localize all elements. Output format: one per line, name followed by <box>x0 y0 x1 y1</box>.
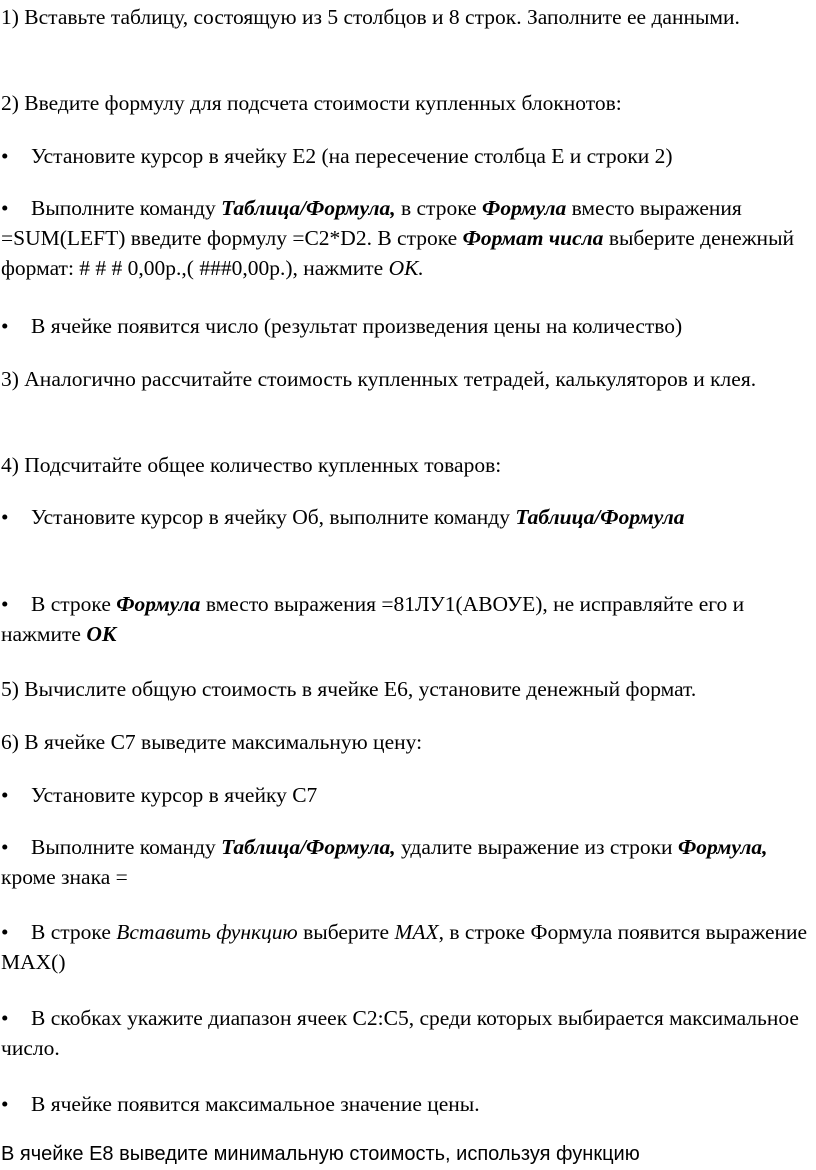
bullet-text: В скобках укажите диапазон ячеек С2:С5, среди которых выбирается максимальное число. <box>1 1006 799 1060</box>
bullet-text: удалите выражение из строки <box>395 835 678 859</box>
bullet-text: выберите денежный формат: # # # 0,00р.,( ###0,00р.), нажмите <box>1 226 795 280</box>
field-name: Формула <box>116 592 201 616</box>
bullet-icon: • <box>1 1006 9 1030</box>
bullet-text: , в строке Формула появится выражение MAX() <box>1 920 808 974</box>
bullet-text: В строке <box>31 592 117 616</box>
bullet-text: Выполните команду <box>31 196 222 220</box>
step-min-text: В ячейке Е8 выведите минимальную стоимость, используя функцию <box>1 1143 640 1165</box>
bullet-insert-function <box>1 917 813 977</box>
button-name: ОК. <box>388 256 424 280</box>
field-name: Вставить функцию <box>116 920 298 944</box>
bullet-set-cursor-e2 <box>1 141 813 171</box>
bullet-text: кроме знака = <box>1 865 128 889</box>
bullet-set-cursor-total <box>1 502 813 532</box>
field-name: Формат числа <box>462 226 604 250</box>
step-4-text: 4) Подсчитайте общее количество купленных товаров: <box>1 453 502 477</box>
bullet-text: в строке <box>395 196 483 220</box>
step-1-paragraph <box>1 2 813 32</box>
bullet-text: В строке <box>31 920 117 944</box>
step-6-paragraph <box>1 727 813 757</box>
step-4-paragraph <box>1 450 813 480</box>
step-5-text: 5) Вычислите общую стоимость в ячейке Е6, установите денежный формат. <box>1 677 697 701</box>
bullet-range <box>1 1003 813 1063</box>
step-5-paragraph <box>1 674 813 704</box>
bullet-icon: • <box>1 314 9 338</box>
bullet-text: вместо выражения =SUM(LEFT) введите формулу =C2*D2. В строке <box>1 196 742 250</box>
bullet-sum-above <box>1 589 813 649</box>
bullet-text: вместо выражения =81ЛУ1(АВОУЕ), не исправляйте его и нажмите <box>1 592 745 646</box>
command-name: Таблица/Формула, <box>221 196 396 220</box>
step-2-text: 2) Введите формулу для подсчета стоимости купленных блокнотов: <box>1 91 622 115</box>
bullet-text: выберите <box>297 920 395 944</box>
bullet-text: Установите курсор в ячейку Е2 (на пересечение столбца Е и строки 2) <box>31 144 673 168</box>
bullet-icon: • <box>1 592 9 616</box>
bullet-max-value <box>1 1089 813 1119</box>
bullet-icon: • <box>1 505 9 529</box>
command-name: Таблица/Формула, <box>221 835 396 859</box>
bullet-set-cursor-c7 <box>1 780 813 810</box>
bullet-text: Выполните команду <box>31 835 222 859</box>
bullet-icon: • <box>1 1092 9 1116</box>
bullet-delete-expression <box>1 832 813 892</box>
bullet-product-result <box>1 311 813 341</box>
step-1-text: 1) Вставьте таблицу, состоящую из 5 столбцов и 8 строк. Заполните ее данными. <box>1 5 740 29</box>
command-name: Таблица/Формула <box>515 505 685 529</box>
step-2-paragraph <box>1 88 813 118</box>
bullet-formula-command <box>1 193 813 283</box>
bullet-icon: • <box>1 196 9 220</box>
bullet-icon: • <box>1 920 9 944</box>
step-6-text: 6) В ячейке С7 выведите максимальную цену: <box>1 730 423 754</box>
bullet-icon: • <box>1 144 9 168</box>
step-min-paragraph <box>1 1139 813 1169</box>
bullet-text: В ячейке появится число (результат произведения цены на количество) <box>31 314 683 338</box>
bullet-icon: • <box>1 835 9 859</box>
bullet-text: Установите курсор в ячейку С7 <box>31 783 318 807</box>
field-name: Формула <box>482 196 567 220</box>
bullet-text: Установите курсор в ячейку Об, выполните команду <box>31 505 516 529</box>
function-name: MAX <box>394 920 439 944</box>
bullet-text: В ячейке появится максимальное значение цены. <box>31 1092 480 1116</box>
step-3-text: 3) Аналогично рассчитайте стоимость купленных тетрадей, калькуляторов и клея. <box>1 367 757 391</box>
button-name: ОК <box>86 622 117 646</box>
bullet-icon: • <box>1 783 9 807</box>
step-3-paragraph <box>1 364 813 394</box>
field-name: Формула, <box>677 835 768 859</box>
